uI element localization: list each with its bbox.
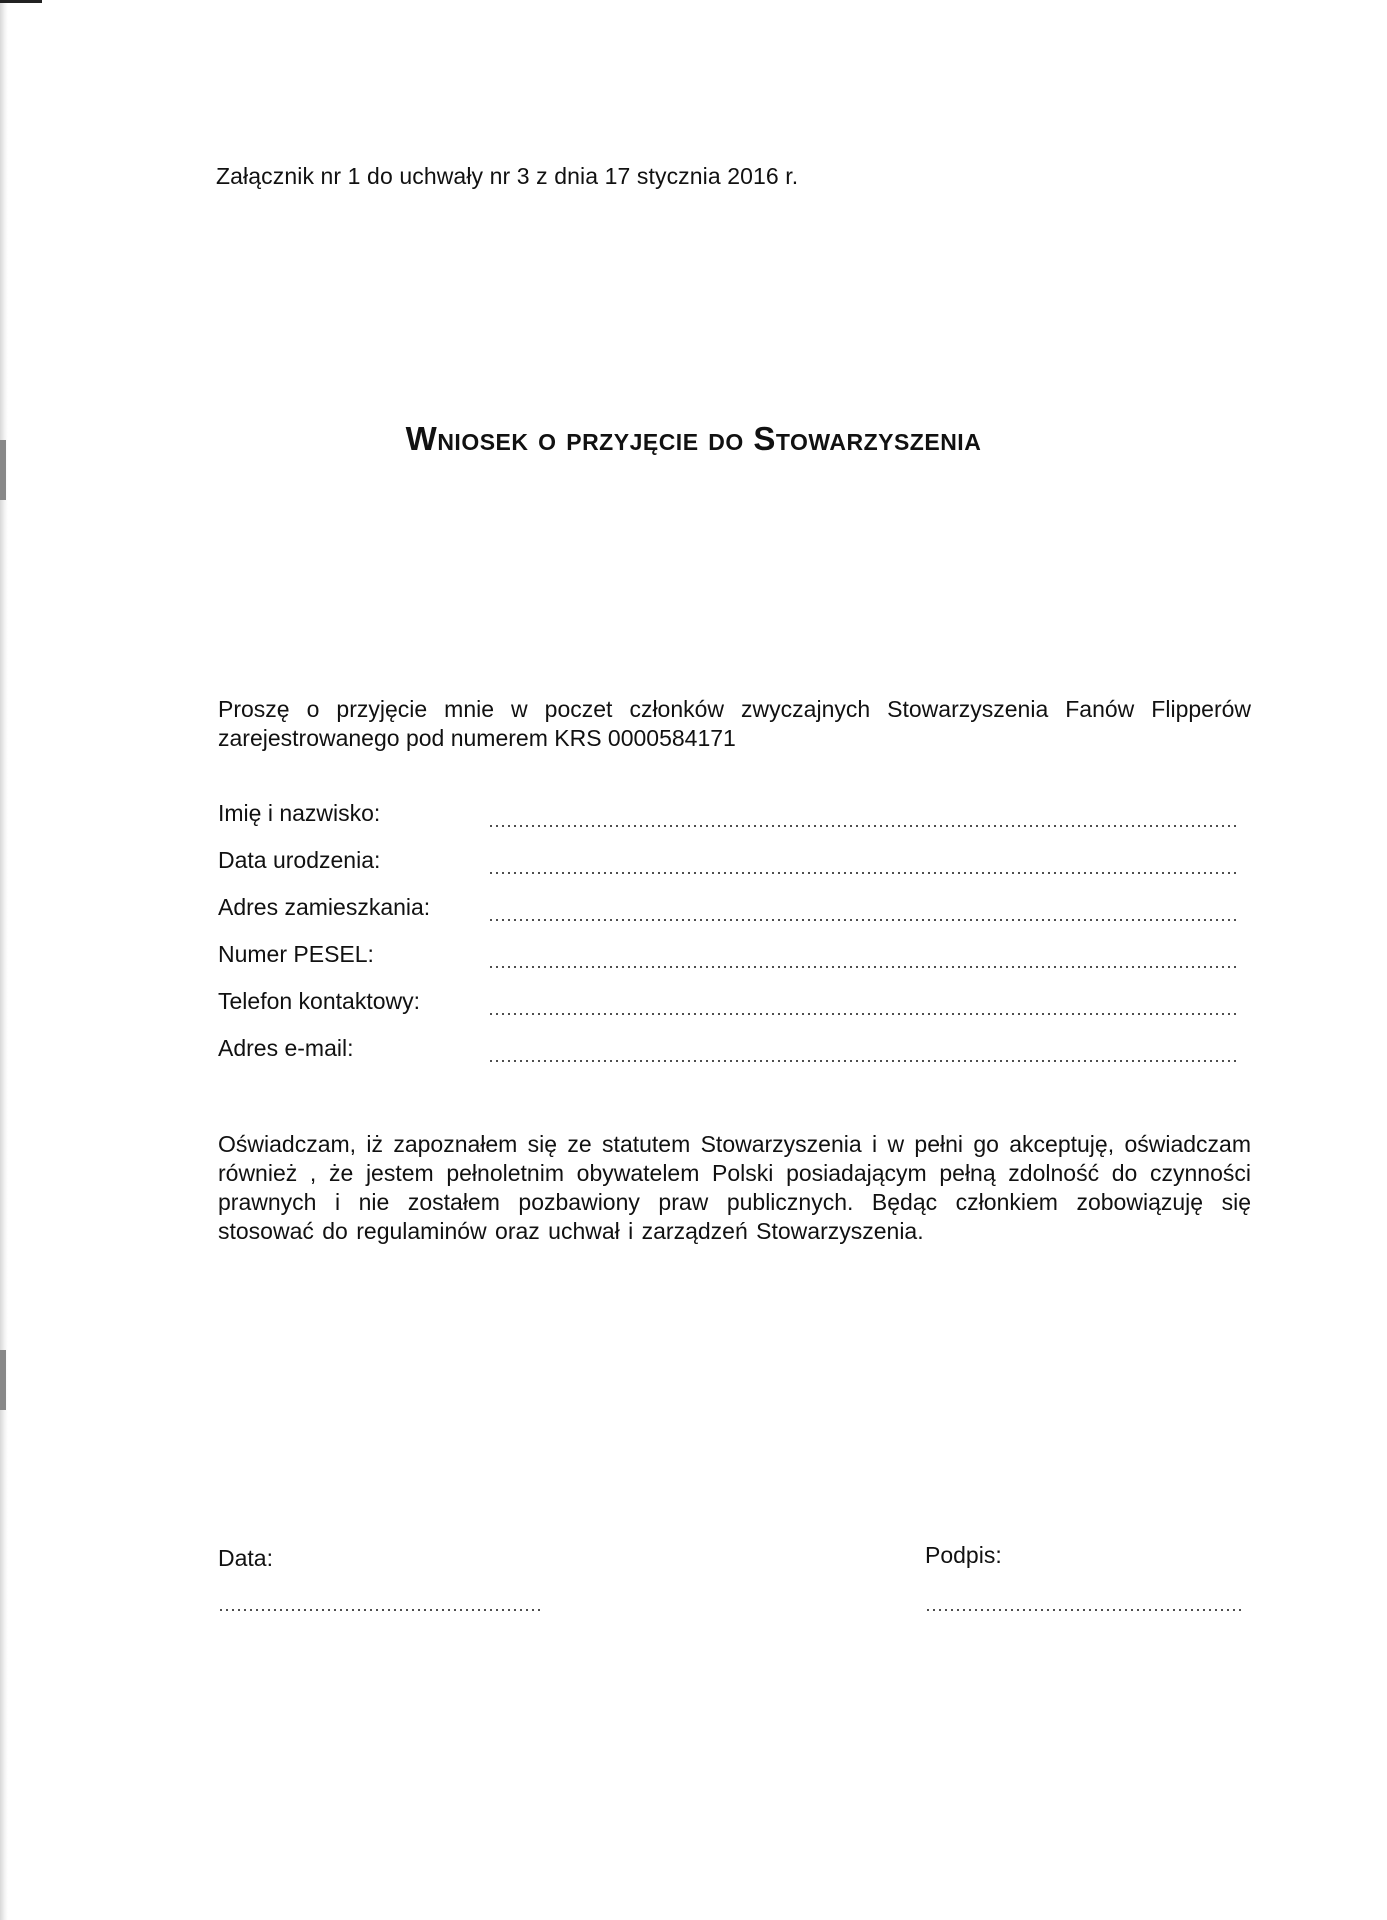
field-full-name	[218, 800, 1248, 847]
request-text: Proszę o przyjęcie mnie w poczet członków zwyczajnych Stowarzyszenia Fanów Flipperów zarejestrowanego pod numerem KRS 0000584171	[218, 696, 1251, 751]
field-label: Telefon kontaktowy:	[218, 988, 421, 1014]
signature-input[interactable]	[925, 1608, 1245, 1612]
scan-mark	[0, 0, 42, 3]
scan-mark	[0, 1350, 6, 1410]
field-label: Imię i nazwisko:	[218, 800, 381, 826]
field-label: Data urodzenia:	[218, 847, 381, 873]
field-address	[218, 894, 1248, 941]
full-name-input[interactable]	[488, 824, 1238, 828]
field-pesel	[218, 941, 1248, 988]
declaration-text: Oświadczam, iż zapoznałem się ze statutem Stowarzyszenia i w pełni go akceptuję, oświadczam również , że jestem pełnoletnim obywatelem Polski posiadającym pełną zdolność do czynności prawnych i nie zostałem pozbawiony praw publicznych. Będąc członkiem zobowiązuję się stosować do regulaminów oraz uchwał i zarządzeń Stowarzyszenia.	[218, 1131, 1251, 1244]
field-phone	[218, 988, 1248, 1035]
phone-input[interactable]	[488, 1012, 1238, 1016]
field-birth-date	[218, 847, 1248, 894]
applicant-fields	[218, 800, 1248, 1082]
field-label: Adres zamieszkania:	[218, 894, 431, 920]
date-label: Data:	[218, 1545, 273, 1571]
address-input[interactable]	[488, 918, 1238, 922]
field-label: Numer PESEL:	[218, 941, 374, 967]
signature-label: Podpis:	[925, 1542, 1002, 1568]
date-input[interactable]	[218, 1608, 540, 1612]
page-title: Wniosek o przyjęcie do Stowarzyszenia	[405, 420, 982, 457]
field-email	[218, 1035, 1248, 1082]
birth-date-input[interactable]	[488, 871, 1238, 875]
pesel-input[interactable]	[488, 965, 1238, 969]
annex-note: Załącznik nr 1 do uchwały nr 3 z dnia 17 stycznia 2016 r.	[216, 163, 799, 189]
field-label: Adres e-mail:	[218, 1035, 354, 1061]
email-input[interactable]	[488, 1059, 1238, 1063]
scan-edge	[0, 0, 8, 1920]
